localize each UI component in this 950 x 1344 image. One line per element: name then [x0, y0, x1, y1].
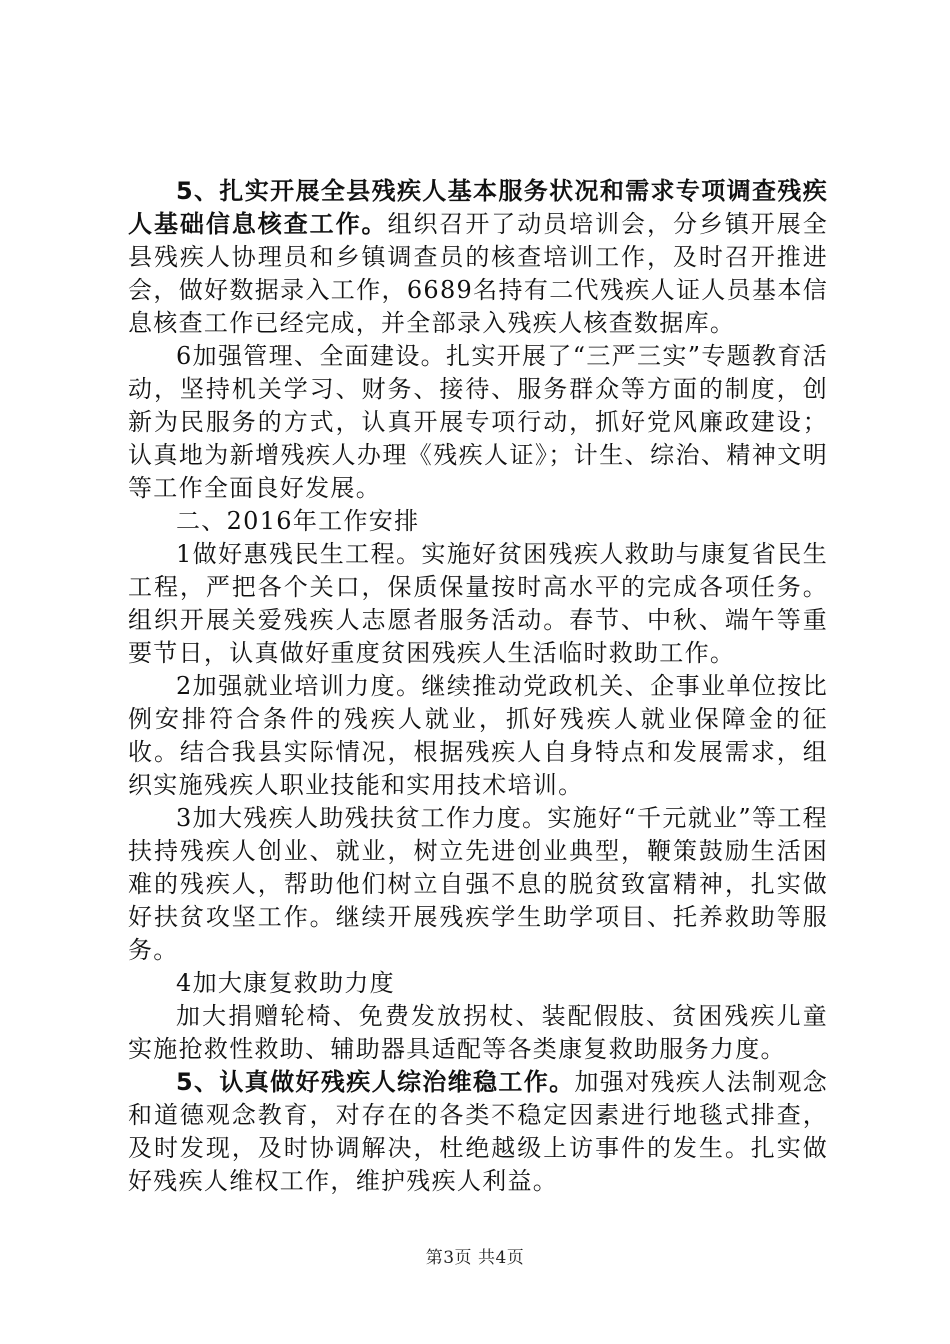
paragraph-stability-text: 加强对残疾人法制观念和道德观念教育，对存在的各类不稳定因素进行地毯式排查，及时发现，及时协调解决，杜绝越级上访事件的发生。扎实做好残疾人维权工作，维护残疾人利益。 [128, 1068, 829, 1195]
paragraph-stability [128, 1066, 828, 1198]
paragraph-survey-lead: 5、扎实开展全县残疾人基本服务状况和需求专项调查残疾人基础信息核查工作。 [128, 177, 828, 238]
paragraph-survey [128, 175, 828, 340]
paragraph-employment: 2加强就业培训力度。继续推动党政机关、企事业单位按比例安排符合条件的残疾人就业，抓好残疾人就业保障金的征收。结合我县实际情况，根据残疾人自身特点和发展需求，组织实施残疾人职业技能和实用技术培训。 [128, 672, 828, 799]
paragraph-management: 6加强管理、全面建设。扎实开展了“三严三实”专题教育活动，坚持机关学习、财务、接待、服务群众等方面的制度，创新为民服务的方式，认真开展专项行动，抓好党风廉政建设；认真地为新增残疾人办理《残疾人证》；计生、综治、精神文明等工作全面良好发展。 [128, 342, 828, 502]
paragraph-survey-text: 组织召开了动员培训会，分乡镇开展全县残疾人协理员和乡镇调查员的核查培训工作，及时召开推进会，做好数据录入工作，6689名持有二代残疾人证人员基本信息核查工作已经完成，并全部录入残疾人核查数据库。 [128, 210, 828, 337]
paragraph-rehab-title: 4加大康复救助力度 [176, 969, 395, 997]
document-body [128, 175, 828, 1198]
paragraph-rehab: 加大捐赠轮椅、免费发放拐杖、装配假肢、贫困残疾儿童实施抢救性救助、辅助器具适配等各类康复救助服务力度。 [128, 1002, 828, 1063]
paragraph-poverty: 3加大残疾人助残扶贫工作力度。实施好“千元就业”等工程扶持残疾人创业、就业，树立先进创业典型，鞭策鼓励生活困难的残疾人，帮助他们树立自强不息的脱贫致富精神，扎实做好扶贫攻坚工作。继续开展残疾学生助学项目、托养救助等服务。 [128, 804, 828, 964]
page-footer: 第3页 共4页 [425, 1248, 525, 1268]
paragraph-livelihood: 1做好惠残民生工程。实施好贫困残疾人救助与康复省民生工程，严把各个关口，保质保量按时高水平的完成各项任务。组织开展关爱残疾人志愿者服务活动。春节、中秋、端午等重要节日，认真做好重度贫困残疾人生活临时救助工作。 [128, 540, 828, 667]
section-heading: 二、2016年工作安排 [176, 507, 420, 535]
paragraph-stability-lead: 5、认真做好残疾人综治维稳工作。 [176, 1068, 575, 1096]
